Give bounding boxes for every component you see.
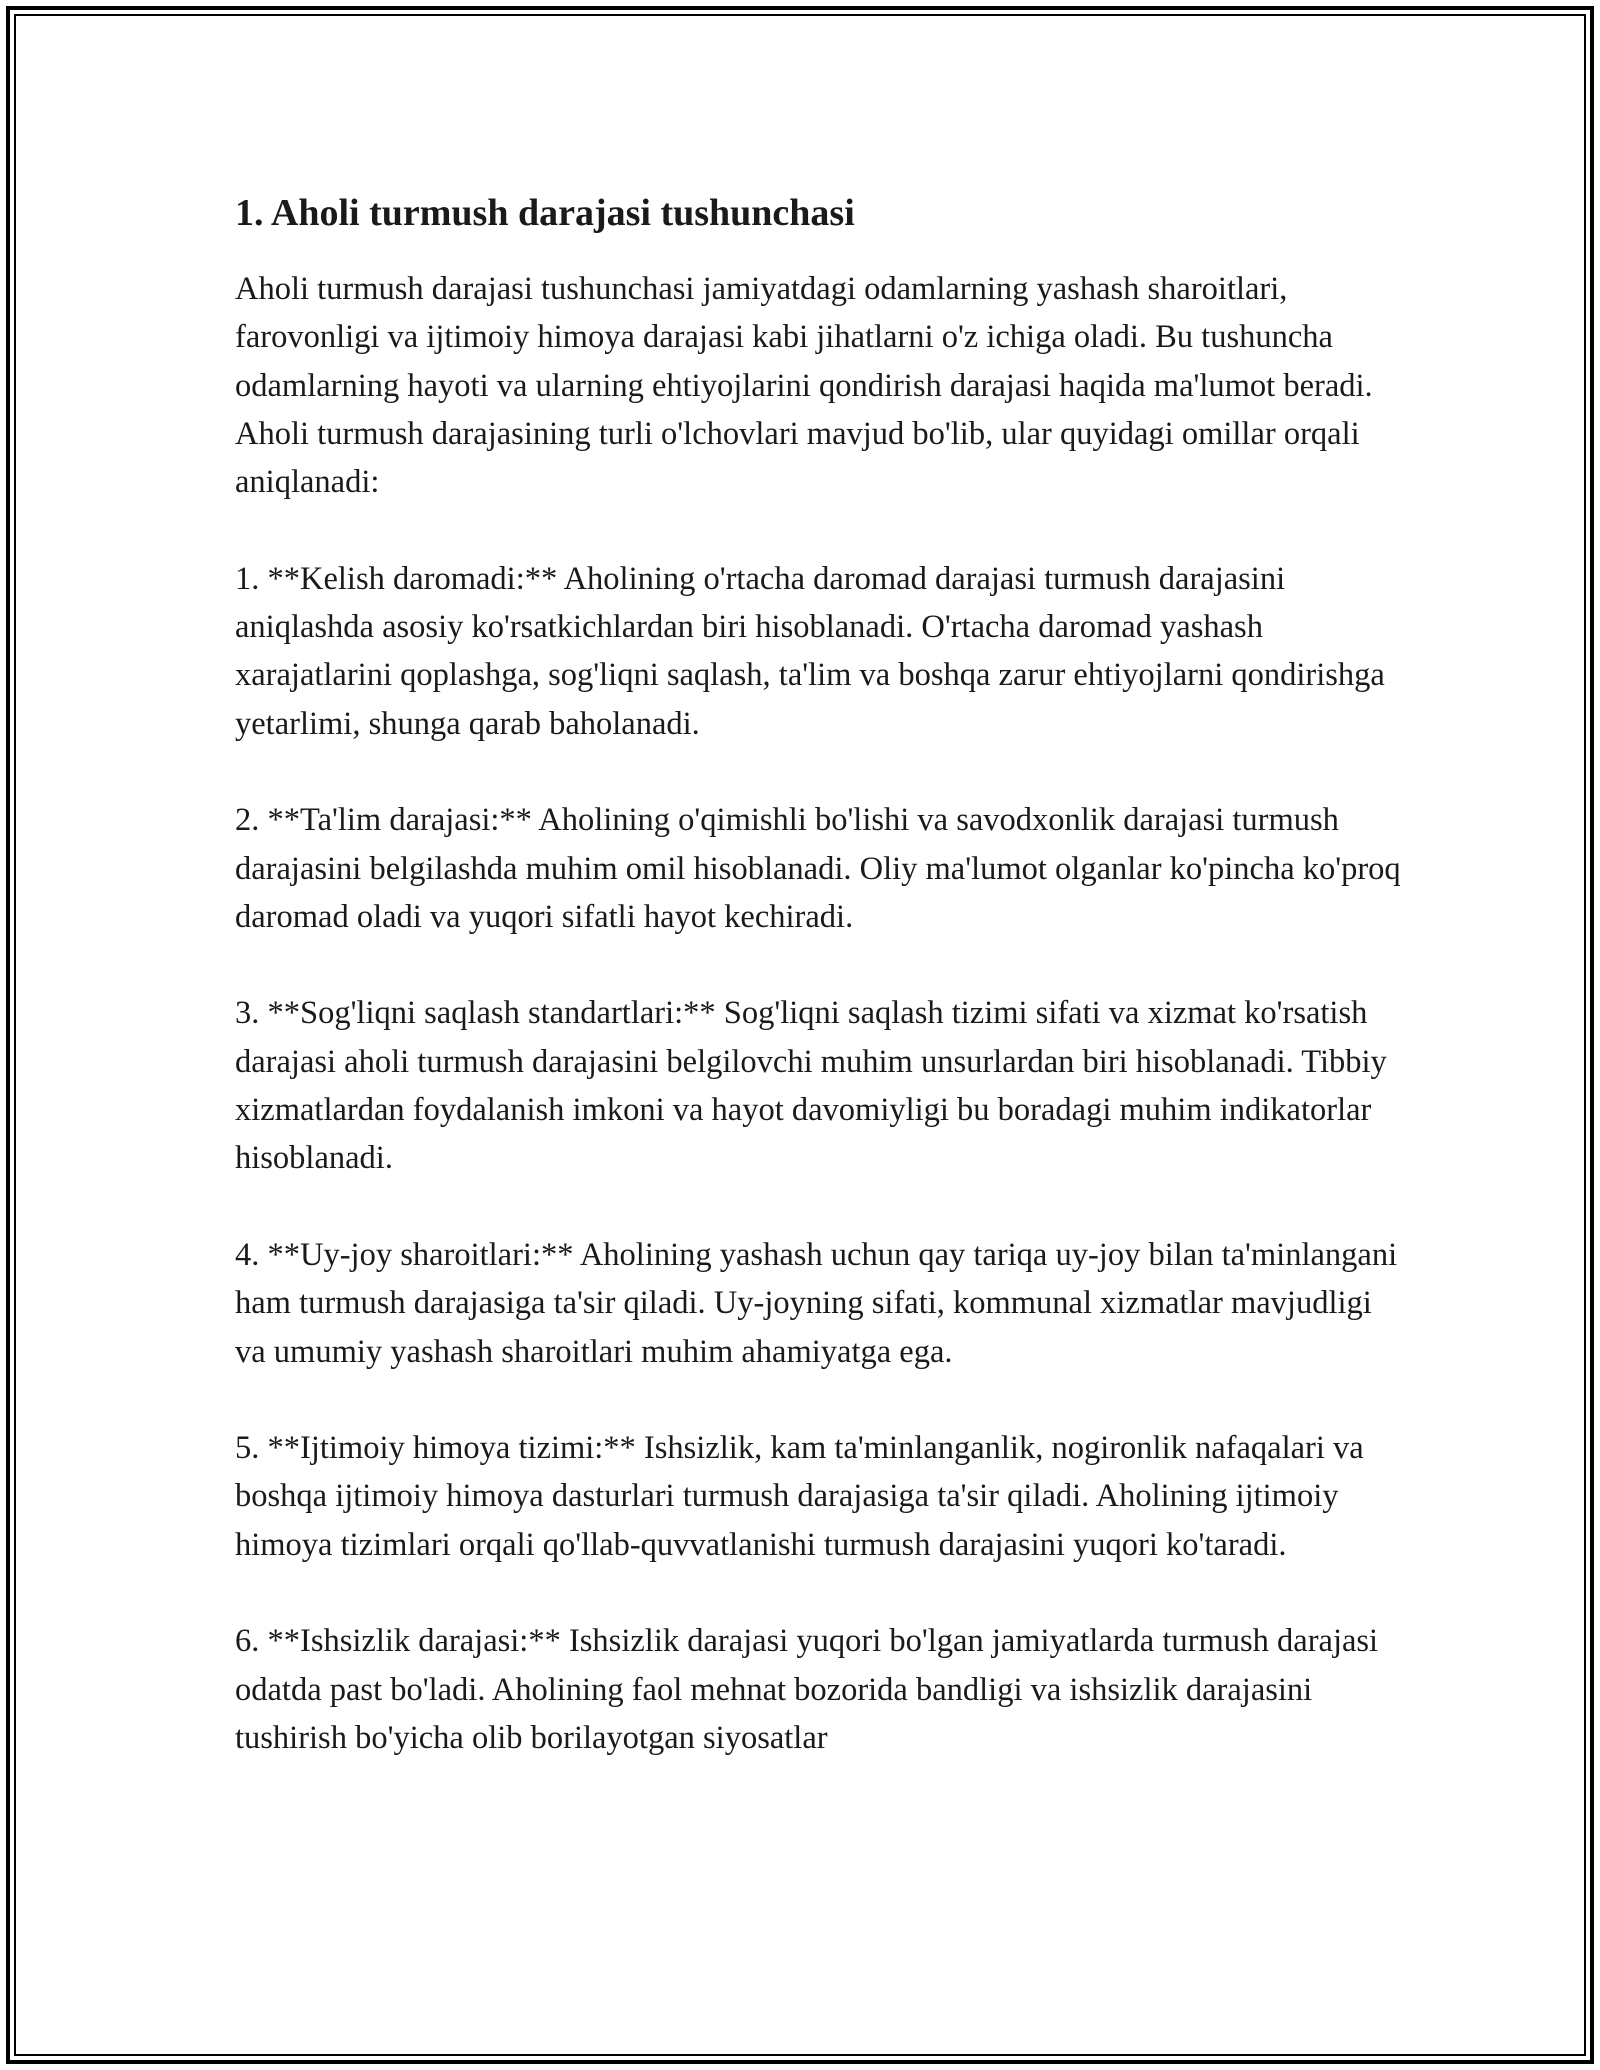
list-item-income: 1. **Kelish daromadi:** Aholining o'rtacha daromad darajasi turmush darajasini aniqlashda asosiy ko'rsatkichlardan biri hisoblanadi. O'rtacha daromad yashash xarajatlarini qoplashga, sog'liqni saqlash, ta'lim va boshqa zarur ehtiyojlarni qondirishga yetarlimi, shunga qarab baholanadi.: [235, 560, 1385, 742]
list-item-housing: 4. **Uy-joy sharoitlari:** Aholining yashash uchun qay tariqa uy-joy bilan ta'minlangani ham turmush darajasiga ta'sir qiladi. Uy-joyning sifati, kommunal xizmatlar mavjudligi va umumiy yashash sharoitlari muhim ahamiyatga ega.: [235, 1236, 1398, 1370]
list-item-healthcare: 3. **Sog'liqni saqlash standartlari:** Sog'liqni saqlash tizimi sifati va xizmat ko'rsatish darajasi aholi turmush darajasini belgilovchi muhim unsurlardan biri hisoblanadi. Tibbiy xizmatlardan foydalanish imkoni va hayot davomiyligi bu boradagi muhim indikatorlar hisoblanadi.: [235, 995, 1387, 1177]
list-item-unemployment: 6. **Ishsizlik darajasi:** Ishsizlik darajasi yuqori bo'lgan jamiyatlarda turmush darajasi odatda past bo'ladi. Aholining faol mehnat bozorida bandligi va ishsizlik darajasini tushirish bo'yicha olib borilayotgan siyosatlar: [235, 1623, 1379, 1756]
document-title: 1. Aholi turmush darajasi tushunchasi: [235, 192, 855, 234]
document-body: [235, 185, 1405, 1811]
list-item-education: 2. **Ta'lim darajasi:** Aholining o'qimishli bo'lishi va savodxonlik darajasi turmush darajasini belgilashda muhim omil hisoblanadi. Oliy ma'lumot olganlar ko'pincha ko'proq daromad oladi va yuqori sifatli hayot kechiradi.: [235, 802, 1401, 935]
intro-paragraph: Aholi turmush darajasi tushunchasi jamiyatdagi odamlarning yashash sharoitlari, farovonligi va ijtimoiy himoya darajasi kabi jihatlarni o'z ichiga oladi. Bu tushuncha odamlarning hayoti va ularning ehtiyojlarini qondirish darajasi haqida ma'lumot beradi. Aholi turmush darajasining turli o'lchovlari mavjud bo'lib, ular quyidagi omillar orqali aniqlanadi:: [235, 271, 1373, 501]
list-item-social-protection: 5. **Ijtimoiy himoya tizimi:** Ishsizlik, kam ta'minlanganlik, nogironlik nafaqalari va boshqa ijtimoiy himoya dasturlari turmush darajasiga ta'sir qiladi. Aholining ijtimoiy himoya tizimlari orqali qo'llab-quvvatlanishi turmush darajasini yuqori ko'taradi.: [235, 1430, 1364, 1563]
